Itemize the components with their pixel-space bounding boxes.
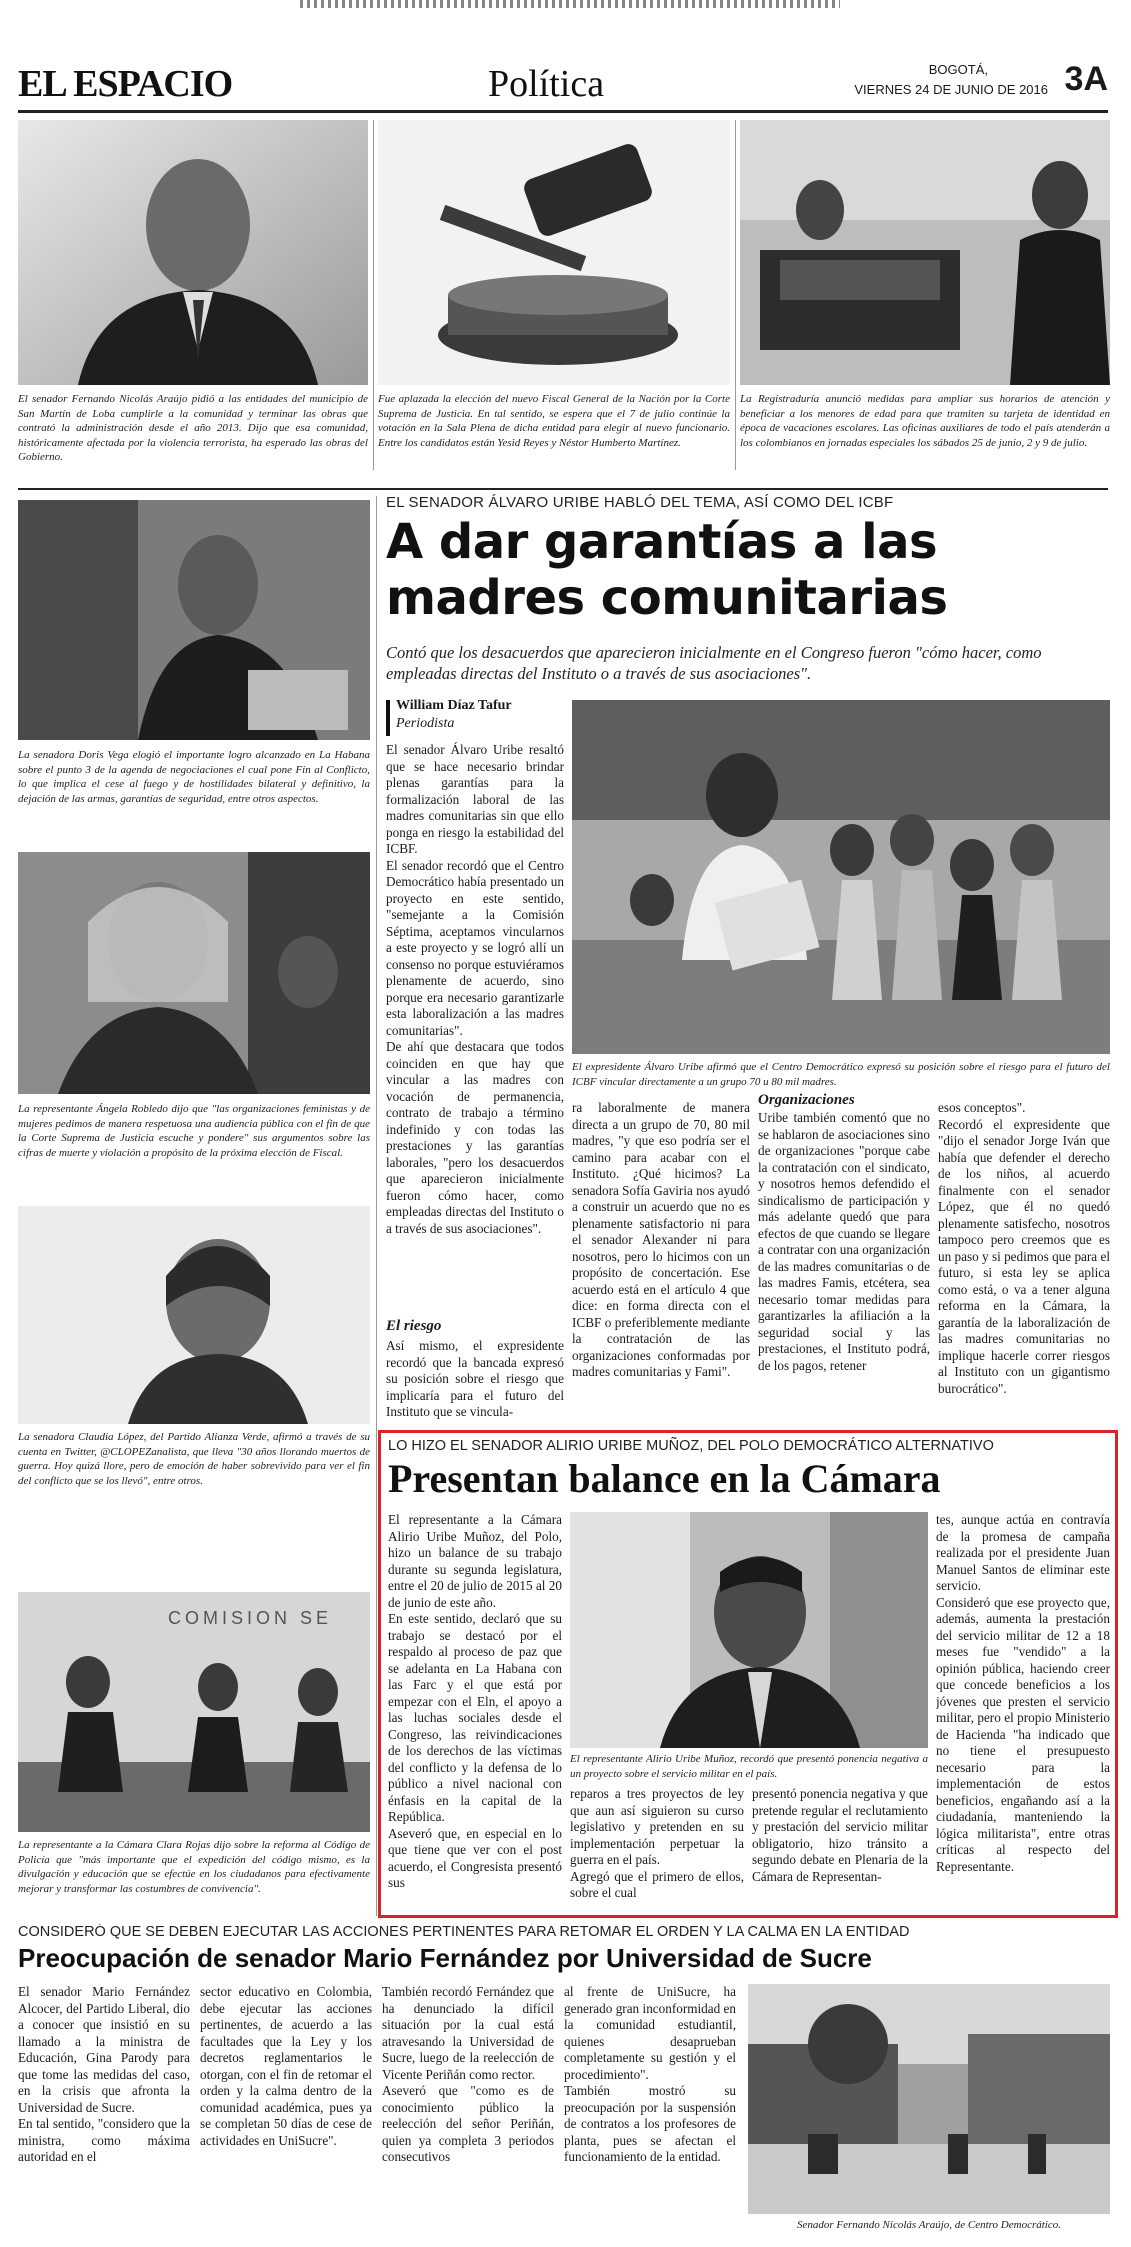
main-kicker: EL SENADOR ÁLVARO URIBE HABLÓ DEL TEMA, ASÍ COMO DEL ICBF (386, 494, 894, 511)
comision-sign: COMISION SE (168, 1608, 333, 1628)
byline-name: William Díaz Tafur (396, 698, 512, 713)
main-headline: A dar garantías a las madres comunitarias (386, 514, 948, 626)
caption-unisucre: Senador Fernando Nicolás Araújo, de Centro Democrático. (797, 2219, 1061, 2231)
photo-doris-vega (18, 500, 370, 740)
photo-gavel (378, 120, 730, 385)
main-subhead-riesgo: El riesgo (386, 1318, 442, 1334)
bottom-col1: El senador Mario Fernández Alcocer, del Partido Liberal, dio a conocer que insistió en su llamado a la ministra de Educación, Gina Parody para que tome las medidas del caso, en la crisis que afronta la Universidad de Sucre. En tal sentido, "considero que la ministra, como máxima autoridad en el (18, 1984, 190, 2164)
boxed-col4: tes, aunque actúa en contravía de la promesa de campaña realizada por el presidente Juan Manuel Santos de eliminar este servicio. Consideró que ese proyecto que, además, aumenta la prestación del servicio militar de 12 a 18 meses fue "vendido" a la opinión pública, haciendo creer que concede beneficios a los jóvenes que presten el servicio militar, pero el propio Ministerio de Hacienda "ha indicado que no tiene el presupuesto necesario para la implementación de estos beneficios, engañando así a la ciudadanía, manteniendo la lógica militarista", entre otras críticas al respecto del Representante. (936, 1512, 1110, 1874)
caption-doris-vega: La senadora Doris Vega elogió el importante logro alcanzado en La Habana sobre el punto 3 de la agenda de negociaciones el cual pone Fin al Conflicto, lo que implica el cese al fuego y de hostilidades bilateral y definitivo, la dejación de las armas, garantías de seguridad, entre otros aspectos. (18, 749, 370, 805)
caption-fiscal: Fue aplazada la elección del nuevo Fiscal General de la Nación por la Corte Suprema de Justicia. En tal sentido, se espera que el 7 de julio continúe la votación en la Sala Plena de dicha entidad para elegir al nuevo funcionario. Entre los candidatos están Yesid Reyes y Néstor Humberto Martínez. (378, 393, 730, 449)
scan-top-strip (300, 0, 840, 8)
photo-uribe-madres (572, 700, 1110, 1054)
photo-angela-robledo (18, 852, 370, 1094)
photo-registraduria (740, 120, 1110, 385)
main-col1b: Así mismo, el expresidente recordó que la bancada expresó su posición sobre el riesgo que implicaría para el futuro del Instituto que se vincula- (386, 1338, 564, 1419)
boxed-col3: presentó ponencia negativa y que pretende regular el reclutamiento y prestación del servicio militar obligatorio, hizo tránsito a segundo debate en Plenaria de la Cámara de Representan- (752, 1786, 928, 1884)
bottom-kicker: CONSIDERÓ QUE SE DEBEN EJECUTAR LAS ACCIONES PERTINENTES PARA RETOMAR EL ORDEN Y LA CALMA EN LA ENTIDAD (18, 1924, 910, 1940)
section-rule (18, 488, 1108, 490)
main-deck: Contó que los desacuerdos que aparecieron inicialmente en el Congreso fueron "cómo hacer, como empleadas directas del Instituto o a través de sus asociaciones". (386, 643, 1042, 683)
sidebar-divider (376, 496, 377, 1916)
bottom-col4: al frente de UniSucre, ha generado gran inconformidad en la comunidad estudiantil, quienes desaprueban completamente su gestión y el procedimiento". También mostró su preocupación por la suspensión de contratos a los profesores de planta, pues se afectan el funcionamiento de la entidad. (564, 1984, 736, 2164)
photo-araujo-portrait (18, 120, 368, 385)
caption-alirio-uribe: El representante Alirio Uribe Muñoz, recordó que presentó ponencia negativa a un proyecto sobre el servicio militar en el país. (570, 1753, 928, 1780)
main-subhead-organizaciones: Organizaciones (758, 1092, 855, 1108)
main-col1: El senador Álvaro Uribe resaltó que se hace necesario brindar plenas garantías para la formalización laboral de las madres comunitarias sin que ello ponga en riesgo la estabilidad del ICBF. El senador recordó que el Centro Democrático había presentado un proyecto en este sentido, "semejante a la Comisión Séptima, aceptamos vincularnos a este proyecto y se logró allí un consenso no porque estuviéramos plenamente de acuerdo, sino porque era necesario garantizarle esta laboralización a las madres comunitarias". De ahí que destacara que todos coinciden en que hay que vincular a las madres con vocación de permanencia, contrato de trabajo a término indefinido y con todas las prestaciones y las garantías laborales, "pero los desacuerdos que aparecieron inicialmente fueron cómo hacer, como empleadas directas del Instituto o a través de sus asociaciones". (386, 742, 564, 1236)
caption-claudia-lopez: La senadora Claudia López, del Partido Alianza Verde, afirmó a través de su cuenta en Twitter, @CLOPEZanalista, que lleva "30 años llorando muertos de guerra. Hoy quizá llore, pero de emoción de haber sobrevivido para ver el fin del conflicto que se los llevó", entre otros. (18, 1431, 370, 1487)
dateline-date: VIERNES 24 DE JUNIO DE 2016 (854, 82, 1048, 97)
masthead-rule (18, 110, 1108, 113)
caption-uribe-madres: El expresidente Álvaro Uribe afirmó que el Centro Democrático expresó su posición sobre el riesgo para el futuro del ICBF vincular directamente a un grupo 70 u 80 mil madres. (572, 1061, 1110, 1088)
col-divider (373, 120, 374, 470)
bottom-headline: Preocupación de senador Mario Fernández por Universidad de Sucre (18, 1943, 872, 1973)
boxed-col2: reparos a tres proyectos de ley que aun así siguieron su curso legislativo y pretenden en su implementación perpetuar la guerra en el país. Agregó que el primero de ellos, sobre el cual (570, 1786, 744, 1900)
section-title: Política (488, 63, 605, 105)
photo-alirio-uribe (570, 1512, 928, 1748)
dateline-city: BOGOTÁ, (928, 62, 988, 77)
boxed-col1: El representante a la Cámara Alirio Uribe Muñoz, del Polo, hizo un balance de su trabajo durante su segunda legislatura, entre el 20 de julio de 2015 al 20 de junio de este año. En este sentido, declaró que su trabajo se destacó por el respaldo al proceso de paz que se adelanta en La Habana con las Farc y el que está por empezar con el Eln, el apoyo a las luchas sociales desde el Congreso, las reivindicaciones de los derechos de las víctimas del conflicto y la defensa de lo público a nivel nacional con énfasis en la capital de la República. Aseveró que, en especial en lo que tiene que ver con el post acuerdo, el Congresista presentó sus (388, 1512, 562, 1890)
boxed-kicker: LO HIZO EL SENADOR ALIRIO URIBE MUÑOZ, DEL POLO DEMOCRÁTICO ALTERNATIVO (388, 1438, 994, 1454)
bottom-col3: También recordó Fernández que ha denunciado la difícil situación por la cual está atravesando la Universidad de Sucre, luego de la reelección de Vicente Periñán como rector. Aseveró que "como es de conocimiento público la reelección del señor Periñán, quien ya completa 3 periodos consecutivos (382, 1984, 554, 2164)
main-col3: Uribe también comentó que no se hablaron de asociaciones sino de organizaciones "porque cabe la contratación con el sindicato, y nosotros hemos defendido el sindicalismo de participación y más adelante quedó que para efectos de que cuando se llegare a contratar con una organización de las madres comunitarias o de las madres Famis, etcétera, sea necesario tomar medidas para garantizarles la afiliación a la seguridad social y las prestaciones, el Instituto podrá, de los pagos, retener (758, 1110, 930, 1373)
caption-registraduria: La Registraduría anunció medidas para ampliar sus horarios de atención y beneficiar a los menores de edad para que tramiten su tarjeta de identidad en época de vacaciones escolares. Las oficinas auxiliares de todo el país atenderán a los colombianos en jornadas especiales los sábados 25 de junio, 2 y 9 de julio. (740, 393, 1110, 449)
page-number: 3A (1064, 60, 1108, 98)
main-col2: ra laboralmente de manera directa a un grupo de 70, 80 mil madres, "y que eso podría ser el camino para acabar con el Instituto. ¿Qué hicimos? La senadora Sofía Gaviria nos ayudó a construir un acuerdo que no es plenamente satisfactorio ni para el senador Alexander ni para nosotros, pero lo hicimos con un propósito de concertación. Ese acuerdo está en el artículo 4 que dice: en forma directa con el ICBF o preferiblemente mediante la contratación de las organizaciones conformadas por madres comunitarias y Fami". (572, 1100, 750, 1379)
caption-clara-rojas: La representante a la Cámara Clara Rojas dijo sobre la reforma al Código de Policía que "más importante que el expedición del código mismo, es la divulgación y educación que se efectúe en los ciudadanos para efectivamente mejorar y transformar las costumbres de convivencia". (18, 1839, 370, 1895)
boxed-headline: Presentan balance en la Cámara (388, 1456, 941, 1501)
caption-araujo: El senador Fernando Nicolás Araújo pidió a las entidades del municipio de San Martín de Loba cumplirle a la comunidad y terminar las obras que contrató la administración desde el año 2013. Dijo que esa comunidad, históricamente afectada por la violencia terrorista, ha esperado las obras del Gobierno. (18, 393, 368, 463)
main-col4: esos conceptos". Recordó el expresidente que "dijo el senador Jorge Iván que había que defender el derecho de los niños, al acuerdo finalmente con el senador López, que él no quedó plenamente satisfecho, nosotros tampoco pero creemos que es un paso y si pedimos que para el futuro, si esta ley se aplica como está, o va a tener alguna reforma en la Cámara, la garantía de la laboralización de las madres comunitarias no implique hacerle correr riesgos al Instituto con un gigantismo burocrático". (938, 1100, 1110, 1396)
byline-role: Periodista (396, 716, 455, 731)
photo-claudia-lopez (18, 1206, 370, 1424)
photo-clara-rojas (18, 1592, 370, 1832)
photo-unisucre (748, 1984, 1110, 2214)
byline-bar (386, 700, 390, 736)
paper-name: EL ESPACIO (18, 63, 233, 105)
col-divider (735, 120, 736, 470)
bottom-col2: sector educativo en Colombia, debe ejecutar las acciones pertinentes, de acuerdo a las facultades que la Ley y los decretos reglamentarios le otorgan, con el fin de retomar el orden y la calma dentro de la comunidad académica, pues ya se completan 50 días de cese de actividades en UniSucre". (200, 1984, 372, 2148)
caption-angela-robledo: La representante Ángela Robledo dijo que "las organizaciones feministas y de mujeres pedimos de manera respetuosa una audiencia pública con el fin de que la Corte Suprema de Justicia escuche y pondere" sus argumentos sobre las cifras de muerte y violación a propósito de la próxima elección de Fiscal. (18, 1103, 370, 1159)
